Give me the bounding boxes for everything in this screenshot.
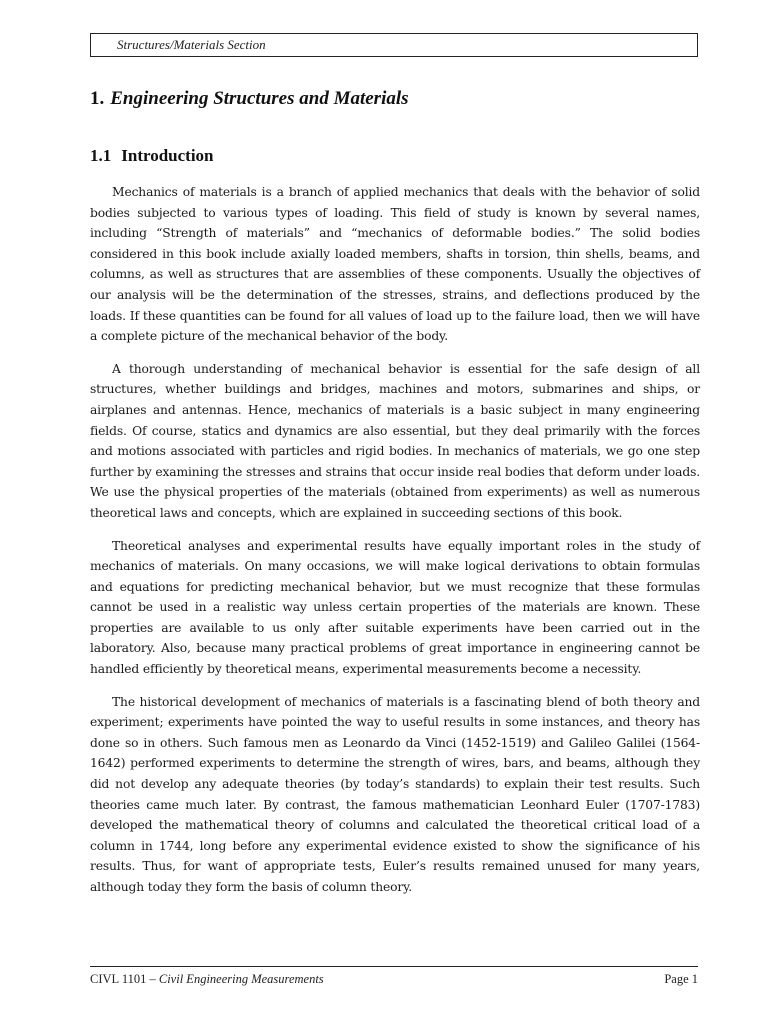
section-title: Introduction (121, 146, 214, 165)
footer-course-name: Civil Engineering Measurements (158, 972, 324, 986)
chapter-title: Engineering Structures and Materials (110, 88, 409, 109)
footer-page-number: Page 1 (664, 972, 698, 986)
section-heading (90, 146, 214, 166)
paragraph-3: Theoretical analyses and experimental results have equally important roles in the study of mechanics of materials. On many occasions, we will make logical derivations to obtain formulas and equations for predicting mechanical behavior, but we must recognize that these formulas cannot be used in a realistic way unless certain properties of the materials are known. These properties are available to us only after suitable experiments have been carried out in the laboratory. Also, because many practical problems of great importance in engineering cannot be handled efficiently by theoretical means, experimental measurements become a necessity. (90, 538, 700, 677)
body-text (90, 182, 700, 910)
section-number: 1.1 (90, 146, 112, 165)
footer-rule (90, 966, 698, 967)
paragraph-2: A thorough understanding of mechanical behavior is essential for the safe design of all structures, whether buildings and bridges, machines and motors, submarines and ships, or airplanes and antennas. Hence, mechanics of materials is a basic subject in many engineering fields. Of course, statics and dynamics are also essential, but they deal primarily with the forces and motions associated with particles and rigid bodies. In mechanics of materials, we go one step further by examining the stresses and strains that occur inside real bodies that deform under loads. We use the physical properties of the materials (obtained from experiments) as well as numerous theoretical laws and concepts, which are explained in succeeding sections of this book. (90, 361, 700, 520)
running-head-text: Structures/Materials Section (117, 37, 266, 52)
chapter-number: 1. (90, 88, 105, 109)
footer-course-code: CIVL 1101 – (90, 972, 159, 986)
chapter-heading (90, 88, 700, 110)
paragraph-1: Mechanics of materials is a branch of applied mechanics that deals with the behavior of solid bodies subjected to various types of loading. This field of study is known by several names, including “Strength of materials” and “mechanics of deformable bodies.” The solid bodies considered in this book include axially loaded members, shafts in torsion, thin shells, beams, and columns, as well as structures that are assemblies of these components. Usually the objectives of our analysis will be the determination of the stresses, strains, and deflections produced by the loads. If these quantities can be found for all values of load up to the failure load, then we will have a complete picture of the mechanical behavior of the body. (90, 185, 700, 344)
running-head-box (90, 33, 698, 57)
footer-course (90, 972, 324, 987)
paragraph-4: The historical development of mechanics of materials is a fascinating blend of both theory and experiment; experiments have pointed the way to useful results in some instances, and theory has done so in others. Such famous men as Leonardo da Vinci (1452-1519) and Galileo Galilei (1564-1642) performed experiments to determine the strength of wires, bars, and beams, although they did not develop any adequate theories (by today’s standards) to explain their test results. Such theories came much later. By contrast, the famous mathematician Leonhard Euler (1707-1783) developed the mathematical theory of columns and calculated the theoretical critical load of a column in 1744, long before any experimental evidence existed to show the significance of his results. Thus, for want of appropriate tests, Euler’s results remained unused for many years, although today they form the basis of column theory. (90, 694, 700, 894)
